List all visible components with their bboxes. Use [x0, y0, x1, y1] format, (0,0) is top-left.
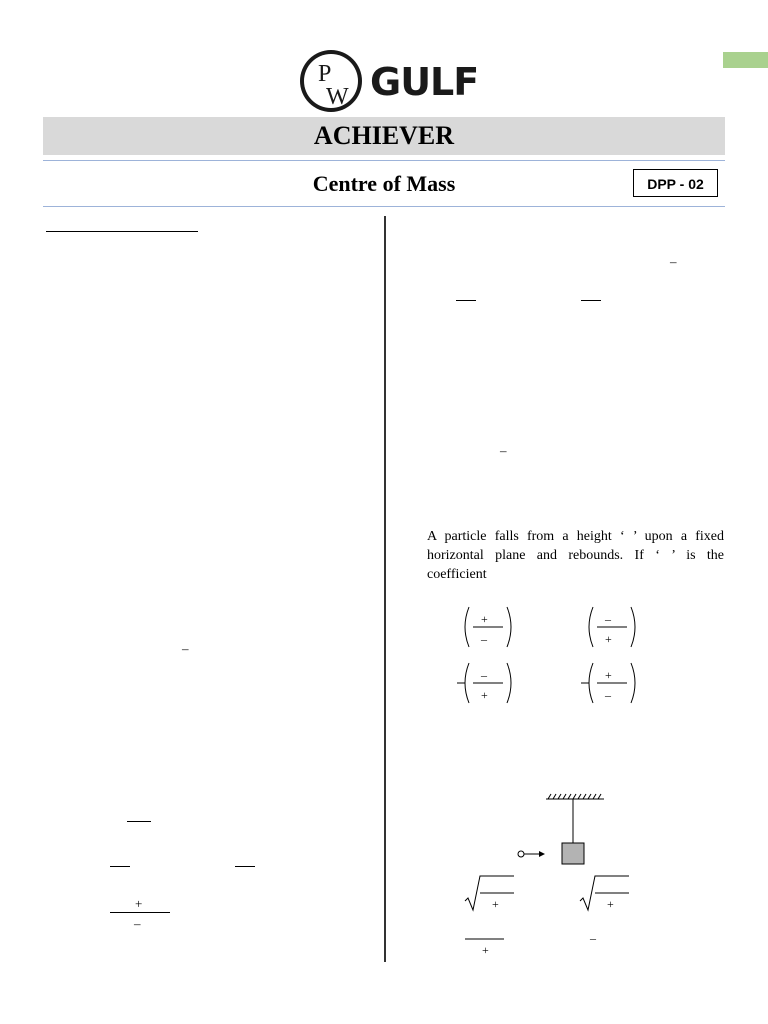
plus-sign: +: [481, 688, 488, 702]
banner-title: ACHIEVER: [43, 117, 725, 155]
option-fractions: [455, 605, 655, 710]
page-title: Centre of Mass: [312, 171, 456, 196]
plus-sign: +: [605, 668, 612, 682]
minus-sign: –: [670, 254, 677, 269]
brand-name: GULF: [370, 60, 479, 104]
fraction-bar: [581, 300, 601, 301]
plus-sign: +: [492, 897, 499, 911]
fraction-bar: [110, 866, 130, 867]
pendulum-diagram: [515, 792, 615, 872]
svg-text:W: W: [326, 84, 349, 110]
minus-sign: –: [605, 612, 611, 626]
minus-sign: –: [500, 443, 507, 458]
dpp-badge: DPP - 02: [633, 169, 718, 197]
minus-sign: –: [590, 931, 596, 945]
fraction-bar: [110, 912, 170, 913]
plus-sign: +: [607, 897, 614, 911]
minus-sign: –: [481, 632, 487, 646]
plus-sign: +: [605, 632, 612, 646]
section-heading-underline: [46, 231, 198, 232]
column-divider: [384, 216, 386, 962]
svg-text:P: P: [318, 61, 332, 87]
plus-sign: +: [482, 943, 489, 957]
minus-sign: –: [605, 688, 611, 702]
fraction-bar: [456, 300, 476, 301]
divider-rule: [43, 160, 725, 161]
divider-rule: [43, 206, 725, 207]
option-roots: [462, 873, 637, 958]
page-corner-tab: [723, 52, 768, 68]
question-text: A particle falls from a height ‘ ’ upon a fixed horizontal plane and rebounds. If ‘ ’ is the coefficient: [427, 529, 724, 582]
plus-sign: +: [481, 612, 488, 626]
fraction-bar: [235, 866, 255, 867]
plus-sign: +: [135, 896, 143, 911]
minus-sign: –: [134, 916, 141, 931]
pw-logo-icon: [298, 48, 366, 114]
minus-sign: –: [182, 641, 189, 656]
minus-sign: –: [481, 668, 487, 682]
fraction-bar: [127, 821, 151, 822]
